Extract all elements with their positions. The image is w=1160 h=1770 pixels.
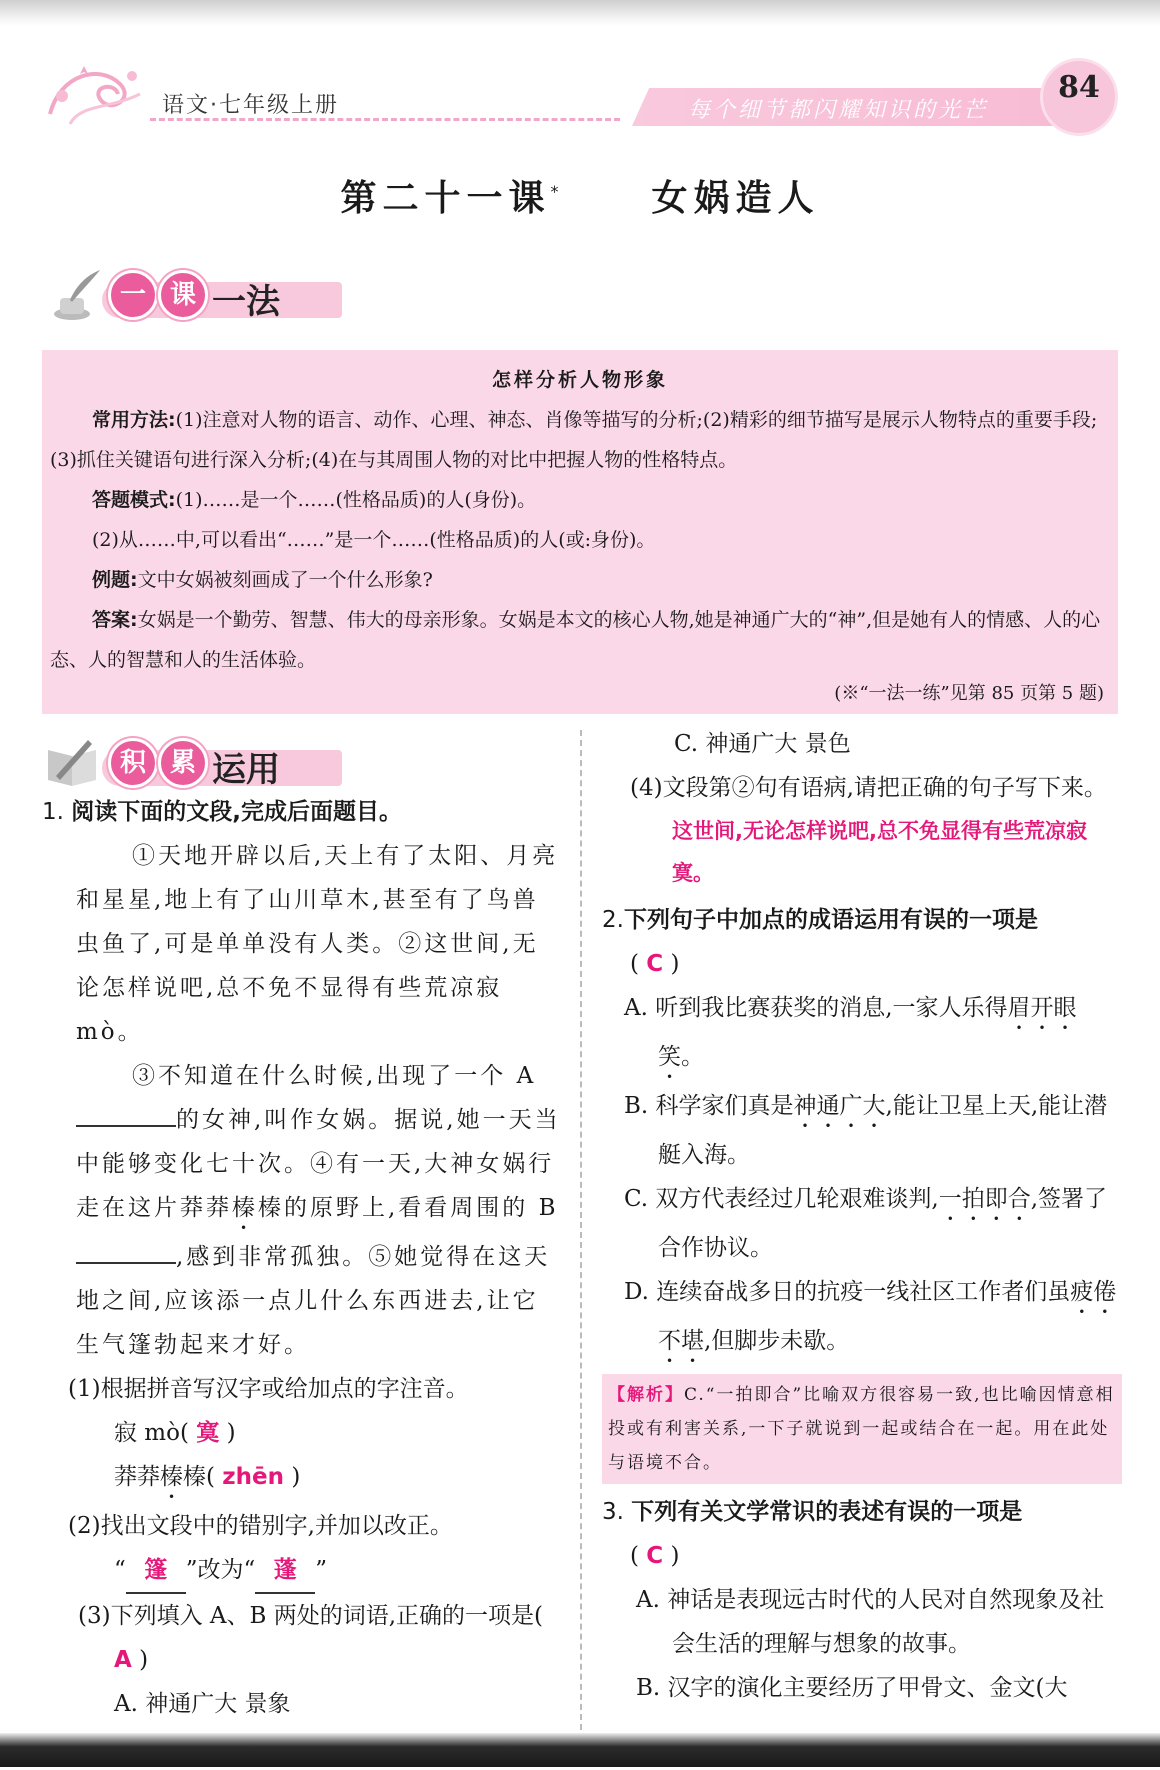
subquestion-1b bbox=[42, 1455, 562, 1504]
top-shadow bbox=[0, 0, 1160, 26]
methods-text: (1)注意对人物的语言、动作、心理、神态、肖像等描写的分析;(2)精彩的细节描写是展示人物特点的重要手段;(3)抓住关键语句进行深入分析;(4)在与其周围人物的对比中把握人物的性格特点。 bbox=[50, 409, 1098, 471]
passage-text: 的女神,叫作女娲。据说,她一天当中能够变化七十次。④有一天,大神女娲行走在这片莽莽 bbox=[76, 1107, 561, 1221]
question-2-prompt bbox=[602, 898, 1122, 942]
passage-text: ,感到非常孤独。⑤她觉得在这天地之间,应该添一点儿什么东西进去,让它生气篷勃起来才好。 bbox=[76, 1244, 551, 1358]
analysis-text: C.“一拍即合”比喻双方很容易一致,也比喻因情意相投或有利害关系,一下子就说到一起或结合在一起。用在此处与语境不合。 bbox=[608, 1385, 1115, 1473]
correct-character: 蓬 bbox=[255, 1548, 315, 1594]
example-text: 文中女娲被刻画成了一个什么形象? bbox=[137, 569, 433, 591]
item-text: 寂 mò( bbox=[114, 1420, 189, 1446]
question-number: 1. bbox=[42, 799, 64, 825]
question-3-prompt bbox=[602, 1490, 1122, 1534]
subquestion-1a bbox=[42, 1411, 562, 1455]
section-ball-1: 一 bbox=[108, 270, 158, 320]
item-text: ,签署了合作协议。 bbox=[658, 1186, 1108, 1261]
option-b: B. 汉字的演化主要经历了甲骨文、金文(大 bbox=[636, 1675, 1068, 1701]
subquestion-2-answer: “ 篷 ”改为“ 蓬 ” bbox=[42, 1548, 562, 1594]
methods-label: 常用方法: bbox=[92, 409, 176, 431]
subquestion-4: (4)文段第②句有语病,请把正确的句子写下来。 bbox=[630, 775, 1107, 801]
item-text: A. 听到我比赛获奖的消息,一家人乐得 bbox=[624, 995, 1008, 1021]
dotted-idiom: 疲倦不堪 bbox=[658, 1279, 1117, 1354]
dotted-character: 榛 bbox=[232, 1195, 258, 1221]
dotted-character: 榛 bbox=[160, 1464, 183, 1490]
option-a: A. 神话是表现远古时代的人民对自然现象及社会生活的理解与想象的故事。 bbox=[636, 1587, 1105, 1657]
dotted-idiom: 眉开眼笑 bbox=[658, 995, 1077, 1070]
option-b bbox=[602, 1084, 1122, 1177]
blank-b bbox=[76, 1262, 176, 1264]
item-text: ”改为“ bbox=[185, 1557, 256, 1583]
question-number: 2. bbox=[602, 907, 624, 933]
column-divider bbox=[580, 730, 582, 1730]
option-c: C. 神通广大 景色 bbox=[674, 731, 851, 757]
mode-label: 答题模式: bbox=[92, 489, 176, 511]
dotted-idiom: 一拍即合 bbox=[938, 1186, 1031, 1212]
question-number: 3. bbox=[602, 1499, 624, 1525]
analysis-tag: 【解析】 bbox=[608, 1385, 684, 1405]
question-1-prompt bbox=[42, 790, 562, 834]
passage-paragraph-1: ①天地开辟以后,天上有了太阳、月亮和星星,地上有了山川草木,甚至有了鸟兽虫鱼了,可是单单没有人类。②这世间,无论怎样说吧,总不免不显得有些荒凉寂 mò。 bbox=[76, 843, 559, 1045]
book-title: 语文·七年级上册 bbox=[162, 93, 339, 118]
item-text: D. 连续奋战多日的抗疫一线社区工作者们虽 bbox=[624, 1279, 1071, 1305]
section-ball-2: 累 bbox=[158, 738, 208, 788]
page-number: 84 bbox=[1058, 70, 1100, 105]
section-title: 运用 bbox=[212, 750, 280, 790]
example-paragraph bbox=[42, 560, 1118, 600]
header-dashed-line bbox=[150, 118, 620, 121]
item-text: C. 双方代表经过几轮艰难谈判, bbox=[624, 1186, 939, 1212]
answer-label: 答案: bbox=[92, 609, 138, 631]
section-head-practice bbox=[42, 730, 342, 790]
analysis-box bbox=[602, 1374, 1122, 1484]
left-column bbox=[42, 790, 562, 1770]
passage-text: ③不知道在什么时候,出现了一个 A bbox=[132, 1063, 537, 1089]
question-2-answer-paren: ( C ) bbox=[630, 951, 680, 977]
wrong-character: 篷 bbox=[126, 1548, 186, 1594]
item-text: B. 科学家们真是 bbox=[624, 1093, 794, 1119]
section-title: 一法 bbox=[212, 282, 280, 322]
item-text: ,但脚步未歇。 bbox=[704, 1328, 850, 1354]
lesson-number: 第二十一课 bbox=[340, 178, 551, 219]
answer-text: zhēn bbox=[222, 1464, 285, 1490]
item-text: 榛( bbox=[183, 1464, 215, 1490]
answer-text: C bbox=[646, 1543, 664, 1569]
question-text: 下列句子中加点的成语运用有误的一项是 bbox=[623, 907, 1038, 933]
subquestion-4-answer: 这世间,无论怎样说吧,总不免显得有些荒凉寂寞。 bbox=[672, 819, 1087, 885]
page-header bbox=[0, 40, 1160, 140]
blank-a bbox=[76, 1125, 176, 1127]
lesson-title bbox=[0, 170, 1160, 221]
section-ball-1: 积 bbox=[108, 738, 158, 788]
mode-text-2: (2)从……中,可以看出“……”是一个……(性格品质)的人(或:身份)。 bbox=[92, 529, 656, 551]
header-slogan: 每个细节都闪耀知识的光芒 bbox=[688, 98, 989, 123]
question-text: 阅读下面的文段,完成后面题目。 bbox=[71, 799, 403, 825]
methods-paragraph bbox=[42, 400, 1118, 480]
method-box-note: (※“一法一练”见第 85 页第 5 题) bbox=[834, 683, 1104, 704]
floral-ornament-icon bbox=[40, 54, 150, 134]
question-text: 下列有关文学常识的表述有误的一项是 bbox=[631, 1499, 1023, 1525]
question-3-answer-paren: ( C ) bbox=[630, 1543, 680, 1569]
answer-text: 女娲是一个勤劳、智慧、伟大的母亲形象。女娲是本文的核心人物,她是神通广大的“神”,但是她有人的情感、人的心态、人的智慧和人的生活体验。 bbox=[50, 609, 1101, 671]
answer-text: C bbox=[646, 951, 664, 977]
item-text: 莽莽 bbox=[114, 1464, 160, 1490]
inkwell-quill-icon bbox=[42, 268, 102, 324]
bottom-bar bbox=[0, 1733, 1160, 1767]
right-column bbox=[602, 722, 1122, 1710]
answer-paragraph bbox=[42, 600, 1118, 680]
example-label: 例题: bbox=[92, 569, 138, 591]
answer-text: A bbox=[114, 1647, 132, 1673]
option-a bbox=[602, 986, 1122, 1084]
subquestion-3 bbox=[42, 1594, 562, 1682]
mode-text-1: (1)……是一个……(性格品质)的人(身份)。 bbox=[175, 489, 537, 511]
subquestion-1: (1)根据拼音写汉字或给加点的字注音。 bbox=[68, 1376, 469, 1402]
passage-text: 榛的原野上,看看周围的 B bbox=[258, 1195, 559, 1221]
dotted-idiom: 神通广大 bbox=[793, 1093, 886, 1119]
method-box-title: 怎样分析人物形象 bbox=[491, 369, 668, 391]
option-d bbox=[602, 1270, 1122, 1368]
item-text: ) bbox=[226, 1420, 236, 1446]
item-text: 。 bbox=[681, 1044, 704, 1070]
option-c bbox=[602, 1177, 1122, 1270]
mode-paragraph bbox=[42, 480, 1118, 520]
answer-text: 寞 bbox=[196, 1420, 220, 1446]
section-head-method bbox=[42, 262, 342, 322]
method-box bbox=[42, 350, 1118, 714]
option-a: A. 神通广大 景象 bbox=[114, 1691, 291, 1717]
item-text: ) bbox=[139, 1647, 149, 1673]
book-pen-icon bbox=[42, 736, 102, 792]
lesson-marker: * bbox=[550, 182, 565, 201]
subquestion-2: (2)找出文段中的错别字,并加以改正。 bbox=[68, 1513, 453, 1539]
item-text: ) bbox=[291, 1464, 301, 1490]
item-text: ,能让卫星上天,能让潜艇入海。 bbox=[658, 1093, 1108, 1168]
passage-paragraph-2 bbox=[42, 1054, 562, 1367]
lesson-name: 女娲造人 bbox=[651, 178, 820, 219]
item-text: (3)下列填入 A、B 两处的词语,正确的一项是( bbox=[78, 1603, 543, 1629]
section-ball-2: 课 bbox=[158, 270, 208, 320]
